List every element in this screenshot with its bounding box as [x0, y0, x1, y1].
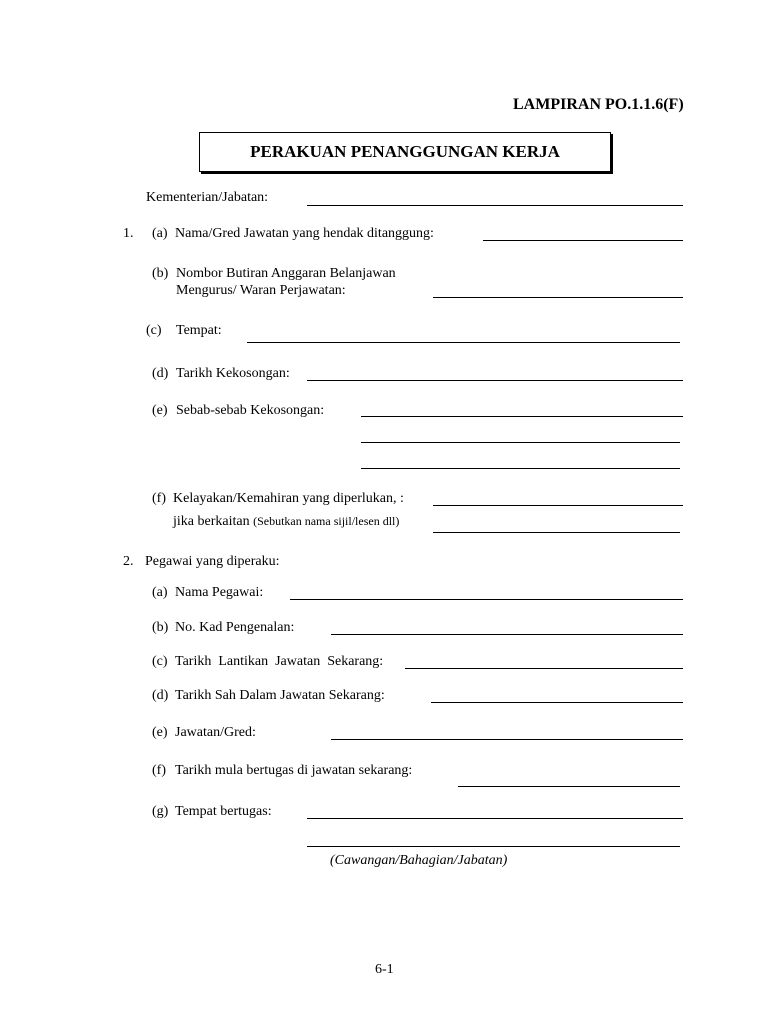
item-2a-marker: (a): [152, 585, 168, 600]
item-2g-field-1[interactable]: [307, 818, 683, 819]
item-1b-field[interactable]: [433, 297, 683, 298]
item-2a-field[interactable]: [290, 599, 683, 600]
section-2-heading: Pegawai yang diperaku:: [145, 554, 280, 569]
item-1a-label: Nama/Gred Jawatan yang hendak ditanggung:: [175, 226, 434, 241]
item-1c-label: Tempat:: [176, 323, 222, 338]
item-1d-label: Tarikh Kekosongan:: [176, 366, 290, 381]
item-1d-marker: (d): [152, 366, 169, 381]
kementerian-field[interactable]: [307, 205, 683, 206]
item-1e-marker: (e): [152, 403, 168, 418]
item-1b-label-line1: Nombor Butiran Anggaran Belanjawan: [176, 266, 396, 281]
page-number: 6-1: [375, 962, 394, 977]
item-2e-field[interactable]: [331, 739, 683, 740]
page-title: [199, 132, 611, 172]
item-1f-note: (Sebutkan nama sijil/lesen dll): [253, 514, 400, 528]
item-1a-field[interactable]: [483, 240, 683, 241]
item-1b-label-line2: Mengurus/ Waran Perjawatan:: [176, 283, 346, 298]
item-2g-marker: (g): [152, 804, 169, 819]
item-2a-label: Nama Pegawai:: [175, 585, 264, 600]
item-1e-field-3[interactable]: [361, 468, 680, 469]
item-2g-label: Tempat bertugas:: [175, 804, 272, 819]
item-2c-marker: (c): [152, 654, 168, 669]
item-2b-label: No. Kad Pengenalan:: [175, 620, 295, 635]
item-1b-marker: (b): [152, 266, 169, 281]
section-2-number: 2.: [123, 554, 134, 569]
item-1f-label-line1: Kelayakan/Kemahiran yang diperlukan, :: [173, 491, 404, 506]
item-2d-field[interactable]: [431, 702, 683, 703]
item-1f-label-line2-text: jika berkaitan: [173, 514, 250, 529]
item-2g-field-2[interactable]: [307, 846, 680, 847]
item-1f-marker: (f): [152, 491, 166, 506]
section-1-number: 1.: [123, 226, 134, 241]
item-1e-label: Sebab-sebab Kekosongan:: [176, 403, 325, 418]
item-2f-marker: (f): [152, 763, 166, 778]
item-2d-label: Tarikh Sah Dalam Jawatan Sekarang:: [175, 688, 385, 703]
item-1e-field-1[interactable]: [361, 416, 683, 417]
item-2c-label: Tarikh Lantikan Jawatan Sekarang:: [175, 654, 384, 669]
item-2b-marker: (b): [152, 620, 169, 635]
item-1f-label-line2: [173, 513, 399, 530]
item-2b-field[interactable]: [331, 634, 683, 635]
item-1c-field[interactable]: [247, 342, 680, 343]
item-2g-caption: (Cawangan/Bahagian/Jabatan): [330, 853, 508, 868]
kementerian-label: Kementerian/Jabatan:: [146, 190, 269, 205]
page-title-text: PERAKUAN PENANGGUNGAN KERJA: [250, 142, 560, 161]
item-2c-field[interactable]: [405, 668, 683, 669]
item-1c-marker: (c): [146, 323, 162, 338]
item-2e-label: Jawatan/Gred:: [175, 725, 256, 740]
item-1e-field-2[interactable]: [361, 442, 680, 443]
item-1f-field-2[interactable]: [433, 532, 680, 533]
item-1f-field-1[interactable]: [433, 505, 683, 506]
item-1a-marker: (a): [152, 226, 168, 241]
document-reference: LAMPIRAN PO.1.1.6(F): [513, 96, 684, 113]
item-2f-field[interactable]: [458, 786, 680, 787]
item-1d-field[interactable]: [307, 380, 683, 381]
item-2d-marker: (d): [152, 688, 169, 703]
item-2f-label: Tarikh mula bertugas di jawatan sekarang:: [175, 763, 413, 778]
item-2e-marker: (e): [152, 725, 168, 740]
